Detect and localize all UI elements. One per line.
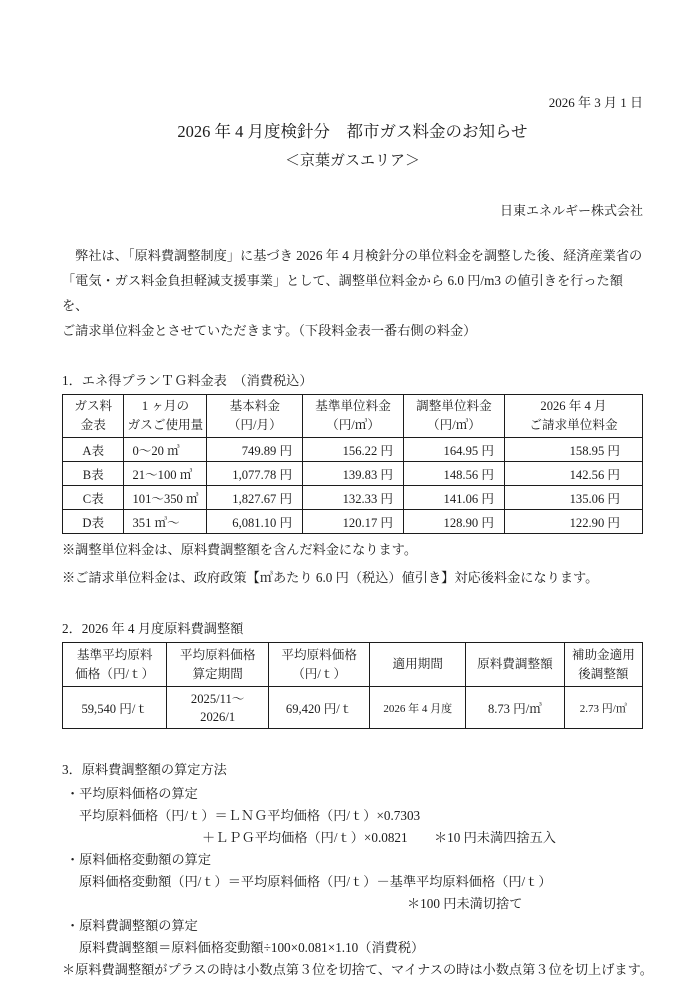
- intro-line: 「電気・ガス料金負担軽減支援事業」として、調整単位料金から 6.0 円/m3 の値引きを行った額を、: [62, 273, 623, 313]
- intro-line: ご請求単位料金とさせていただきます。（下段料金表一番右側の料金）: [62, 323, 477, 338]
- formula-price-change: 原料価格変動額（円/ｔ）＝平均原料価格（円/ｔ）－基準平均原料価格（円/ｔ）: [79, 874, 552, 889]
- header-line: 算定期間: [192, 666, 243, 681]
- cell-table-name: D表: [63, 510, 124, 534]
- cell-adjusted-unit: 141.06 円: [404, 486, 505, 510]
- formula-bullet-price-change: ・原料価格変動額の算定: [66, 852, 212, 867]
- header-cell-standard-unit: [303, 395, 404, 438]
- formula-avg-price: 平均原料価格（円/ｔ）＝ＬＮＧ平均価格（円/ｔ）×0.7303: [79, 808, 421, 823]
- area-subtitle: ＜京葉ガスエリア＞: [284, 153, 420, 169]
- note-billed-unit: ※ご請求単位料金は、政府政策【㎥あたり 6.0 円（税込）値引き】対応後料金になります。: [62, 570, 599, 585]
- header-line: 調整単位料金: [416, 399, 492, 413]
- document-title: 2026 年 4 月度検針分 都市ガス料金のお知らせ: [177, 122, 528, 141]
- header-cell-adjusted-unit: [404, 395, 505, 438]
- cell-adjusted-unit: 148.56 円: [404, 462, 505, 486]
- cell-base-avg-price: 59,540 円/ｔ: [63, 687, 167, 729]
- formula-bullet-adjustment: ・原料費調整額の算定: [66, 918, 198, 933]
- header-line: ガスご使用量: [127, 418, 204, 432]
- header-cell-usage: [124, 395, 207, 438]
- rounding-note: ＊原料費調整額がプラスの時は小数点第３位を切捨て、マイナスの時は小数点第３位を切上げます。: [62, 962, 653, 977]
- rate-table: [62, 394, 643, 534]
- header-line: 後調整額: [578, 666, 629, 681]
- cell-billed-unit: 122.90 円: [504, 510, 642, 534]
- header-cell-calc-period: [167, 643, 269, 687]
- cell-table-name: B表: [63, 462, 124, 486]
- header-line: （円/㎥）: [427, 418, 481, 432]
- period-line: 2026/1: [200, 709, 236, 724]
- header-cell-applicable-period: [370, 643, 466, 687]
- header-line: 平均原料価格: [281, 647, 357, 662]
- cell-base-charge: 1,827.67 円: [207, 486, 303, 510]
- section2-heading: 2．2026 年 4 月度原料費調整額: [62, 621, 244, 636]
- formula-avg-price-cont: ＋ＬＰＧ平均価格（円/ｔ）×0.0821 ＊10 円未満四捨五入: [202, 830, 556, 845]
- formula-price-change-note: ＊100 円未満切捨て: [407, 896, 523, 911]
- section3-heading: 3．原料費調整額の算定方法: [62, 762, 227, 777]
- cell-standard-unit: 120.17 円: [303, 510, 404, 534]
- formula-adjustment: 原料費調整額＝原料価格変動額÷100×0.081×1.10（消費税）: [79, 940, 425, 955]
- cell-adjusted-unit: 128.90 円: [404, 510, 505, 534]
- cell-billed-unit: 135.06 円: [504, 486, 642, 510]
- cell-applicable-period: 2026 年 4 月度: [370, 687, 466, 729]
- cell-base-charge: 6,081.10 円: [207, 510, 303, 534]
- header-line: 補助金適用: [571, 647, 635, 662]
- note-adjusted-unit: ※調整単位料金は、原料費調整額を含んだ料金になります。: [62, 542, 418, 557]
- header-cell-avg-price: [268, 643, 370, 687]
- intro-paragraph: [62, 243, 643, 343]
- header-line: （円/ｔ）: [292, 666, 347, 681]
- cell-base-charge: 749.89 円: [207, 438, 303, 462]
- header-line: 基準平均原料: [76, 647, 153, 662]
- header-line: 基準単位料金: [315, 399, 391, 413]
- header-line: 金表: [80, 418, 106, 432]
- header-line: 基本料金: [229, 399, 280, 413]
- cell-base-charge: 1,077.78 円: [207, 462, 303, 486]
- adjustment-table-data-row: [63, 687, 643, 729]
- document-date: 2026 年 3 月 1 日: [548, 95, 643, 110]
- adjustment-table-header-row: [63, 643, 643, 687]
- header-line: ご請求単位料金: [529, 418, 618, 432]
- header-cell-base-avg-price: [63, 643, 167, 687]
- cell-table-name: A表: [63, 438, 124, 462]
- period-line: 2025/11〜: [190, 691, 245, 706]
- header-line: 2026 年 4 月: [540, 399, 607, 413]
- header-line: ガス料: [74, 399, 113, 413]
- header-line: 原料費調整額: [477, 657, 553, 671]
- cell-billed-unit: 158.95 円: [504, 438, 642, 462]
- table-row-c: [63, 486, 643, 510]
- header-cell-adjustment-amount: [466, 643, 565, 687]
- section1-heading: 1．エネ得プランＴＧ料金表 （消費税込）: [62, 373, 313, 388]
- header-cell-base-charge: [207, 395, 303, 438]
- intro-line: 弊社は、「原料費調整制度」に基づき 2026 年 4 月検針分の単位料金を調整した後、経済産業省の: [62, 248, 643, 263]
- header-line: 1 ヶ月の: [141, 399, 190, 413]
- table-row-b: [63, 462, 643, 486]
- header-cell-billed-unit: [504, 395, 642, 438]
- cell-usage-range: 351 ㎥〜: [124, 510, 207, 534]
- header-line: 価格（円/ｔ）: [75, 666, 155, 681]
- table-row-d: [63, 510, 643, 534]
- header-cell-subsidized-amount: [564, 643, 642, 687]
- cell-usage-range: 0〜20 ㎥: [124, 438, 207, 462]
- cell-calc-period: [167, 687, 269, 729]
- company-name: 日東エネルギー株式会社: [499, 203, 643, 218]
- header-cell-gas-table: [63, 395, 124, 438]
- cell-subsidized-amount: 2.73 円/㎥: [564, 687, 642, 729]
- header-line: 適用期間: [392, 657, 443, 671]
- cell-avg-price: 69,420 円/ｔ: [268, 687, 370, 729]
- cell-billed-unit: 142.56 円: [504, 462, 642, 486]
- cell-adjustment-amount: 8.73 円/㎥: [466, 687, 565, 729]
- rate-table-header-row: [63, 395, 643, 438]
- header-line: 平均原料価格: [179, 647, 256, 662]
- formula-bullet-avg-price: ・平均原料価格の算定: [66, 786, 198, 801]
- cell-table-name: C表: [63, 486, 124, 510]
- cell-usage-range: 101〜350 ㎥: [124, 486, 207, 510]
- header-line: （円/月）: [227, 418, 282, 432]
- header-line: （円/㎥）: [326, 418, 380, 432]
- cell-standard-unit: 156.22 円: [303, 438, 404, 462]
- cell-usage-range: 21〜100 ㎥: [124, 462, 207, 486]
- cell-standard-unit: 139.83 円: [303, 462, 404, 486]
- cell-standard-unit: 132.33 円: [303, 486, 404, 510]
- cell-adjusted-unit: 164.95 円: [404, 438, 505, 462]
- table-row-a: [63, 438, 643, 462]
- adjustment-table: [62, 642, 643, 729]
